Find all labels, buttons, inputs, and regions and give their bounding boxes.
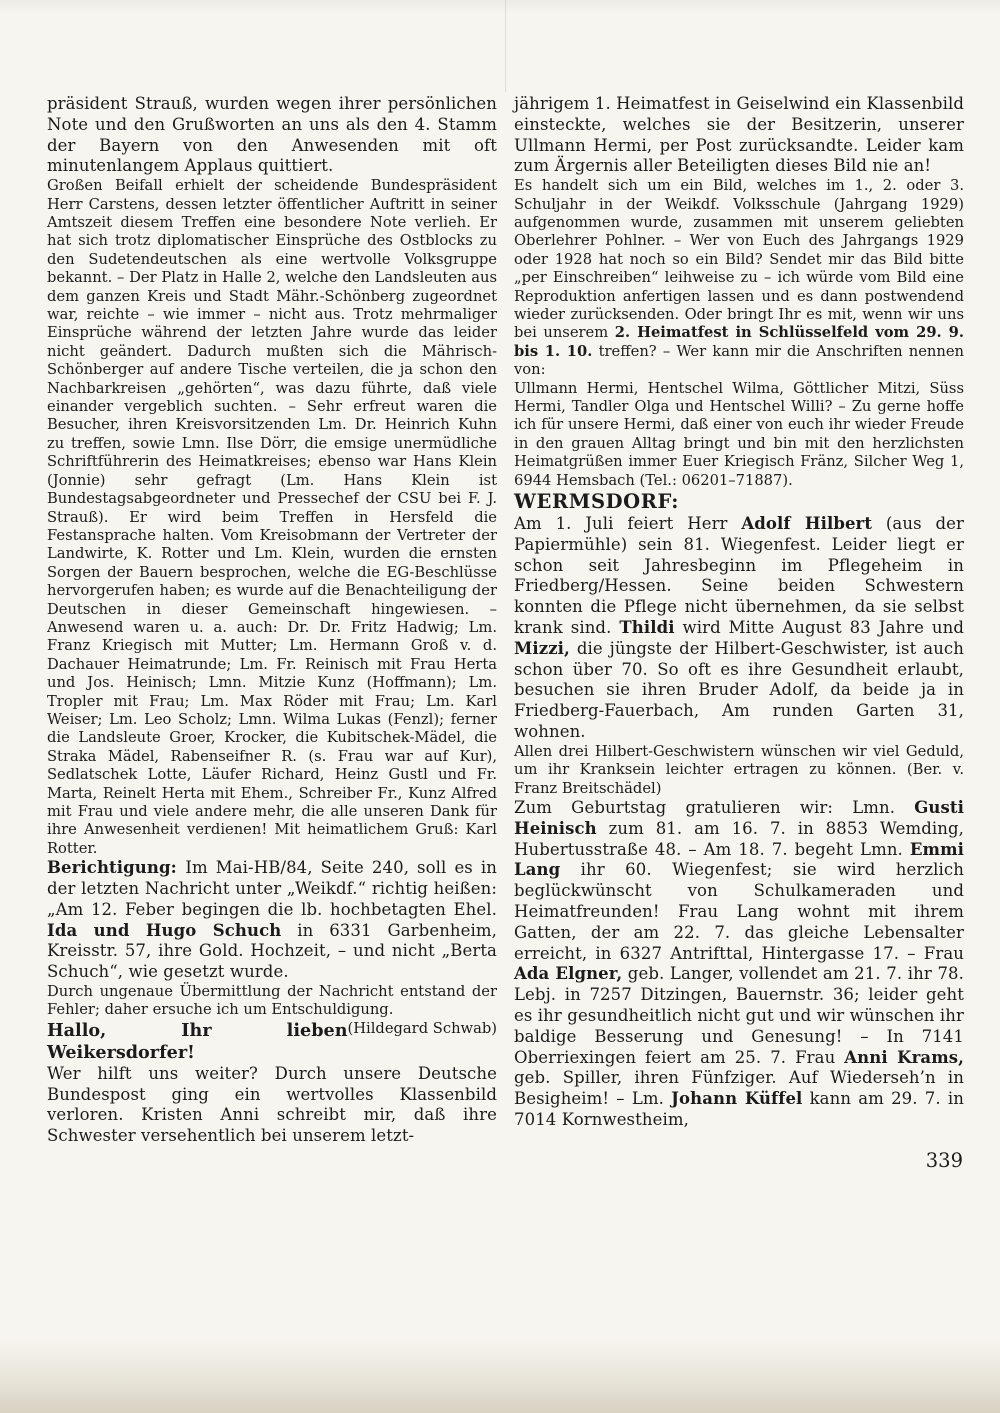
bold-run: Gusti Heinisch [514,798,964,838]
apology-text: Durch ungenaue Übermittlung der Nachricht entstand der Fehler; daher ersuche ich um Entschuldigung. [47,983,497,1019]
apology-attribution: (Hildegard Schwab) [347,1019,497,1037]
hilbert-birthday-paragraph [514,514,964,743]
bold-run: Adolf Hilbert [741,514,873,534]
text-run: ihr 60. Wiegenfest; sie wird herzlich beglückwünscht von Schulkameraden und Heimatfreunden! Frau Lang wohnt mit ihrem Gatten, der am 22. 7. das gleiche Lebensalter erreicht, in 6327 Antrifttal, Hintergasse 17. – Frau [514,860,964,963]
wermsdorf-heading: WERMSDORF: [514,490,680,514]
text-run: kann am 29. 7. in 7014 Kornwestheim, [514,1089,964,1130]
bold-run: Ada Elgner, [514,964,623,984]
correction-paragraph [47,858,497,983]
bold-run: Emmi Lang [514,839,964,880]
text-run: Im Mai-HB/84, Seite 240, soll es in der letzten Nachricht unter „Weikdf.“ richtig heißen: „Am 12. Feber begingen die lb. hochbetagten Ehel. [47,858,498,919]
text-run: zum 81. am 16. 7. in 8853 Wemding, Hubertusstraße 48. – Am 18. 7. begeht Lmn. [514,818,964,859]
bold-run: Berichtigung: [47,858,186,878]
text-run: geb. Spiller, ihren Fünfziger. Auf Wiederseh’n in Besigheim! – Lm. [514,1068,964,1109]
text-run: wird Mitte August 83 Jahre und [674,618,964,638]
text-run: treffen? – Wer kann mir die Anschriften nennen von: [514,342,964,379]
text-run: in 6331 Garbenheim, Kreisstr. 57, ihre Gold. Hochzeit, – und nicht „Berta Schuch“, wie gesetzt wurde. [47,920,497,982]
photo-request-paragraph [514,177,964,379]
text-run: Es handelt sich um ein Bild, welches im 1., 2. oder 3. Schuljahr in der Weikdf. Volksschule (Jahrgang 1929) aufgenommen wurde, zusammen mit unserem geliebten Oberlehrer Pohlner. – Wer von Euch des Jahrgangs 1929 oder 1928 hat noch so ein Bild? Sendet mir das Bild bitte „per Einschreiben“ leihweise zu – ich würde vom Bild eine Reproduktion anfertigen lassen und es dann postwendend wieder zurücksenden. Oder bringt Ihr es mit, wenn wir uns bei unserem [514,177,964,342]
page-fold-line [505,0,506,92]
bold-run: Johann Küffel [671,1089,803,1109]
addresses-paragraph: Ullmann Hermi, Hentschel Wilma, Göttlicher Mitzi, Süss Hermi, Tandler Olga und Hentschel Willi? – Zu gerne hoffe ich für unsere Hermi, daß einer von euch ihr wieder Freude in den grauen Alltag bringt und bin mit den herzlichsten Heimatgrüßen immer Euer Kriegisch Fränz, Silcher Weg 1, 6944 Hemsbach (Tel.: 06201–71887). [514,379,964,489]
left-column [47,94,497,1172]
right-column [514,94,964,1172]
weikersdorf-heading: Hallo, Ihr lieben Weikersdorfer! [47,1019,348,1063]
text-run: geb. Langer, vollendet am 21. 7. ihr 78. Lebj. in 7257 Ditzingen, Bauernstr. 36; leider geht es ihr gesundheitlich nicht gut und wir wünschen ihr baldige Besserung und Genesung! – In 7141 Oberriexingen feiert am 25. 7. Frau [514,964,964,1067]
bold-run: Ida und Hugo Schuch [47,920,282,940]
text-run: Am 1. Juli feiert Herr [514,514,742,534]
treffen-report-paragraph: Großen Beifall erhielt der scheidende Bundespräsident Herr Carstens, dessen letzter öffentlicher Auftritt in seiner Amtszeit diesem Treffen eine besondere Note verlieh. Er hat sich trotz diplomatischer Einsprüche des Ostblocks zu den Sudetendeutschen als eine wertvolle Volksgruppe bekannt. – Der Platz in Halle 2, welche den Landsleuten aus dem ganzen Kreis und Stadt Mähr.-Schönberg zugeordnet war, reichte – wie immer – nicht aus. Trotz mehrmaliger Einsprüche während der letzten Jahre wurde das leider nicht geändert. Dadurch mußten sich die Mährisch-Schönberger auf andere Tische verteilen, die ja schon den Nachbarkreisen „gehörten“, was dazu führte, daß viele einander vergeblich suchten. – Sehr erfreut waren die Besucher, ihren Kreisvorsitzenden Lm. Dr. Heinrich Kuhn zu treffen, sowie Lmn. Ilse Dörr, die emsige unermüdliche Schriftführerin des Heimatkreises; ebenso war Hans Klein (Jonnie) sehr gefragt (Lm. Hans Klein ist Bundestagsabgeordneter und Pressechef der CSU bei F. J. Strauß). Er wird beim Treffen in Hersfeld die Festansprache halten. Vom Kreisobmann der Vertreter der Landwirte, K. Rotter und Lm. Klein, wurden die ernsten Sorgen der Bauern besprochen, welche die EG-Beschlüsse hervorgerufen haben; es wurde auf die Benachteiligung der Deutschen in dieser Gemeinschaft hingewiesen. – Anwesend waren u. a. auch: Dr. Dr. Fritz Hadwig; Lm. Franz Kriegisch mit Mutter; Lm. Hermann Groß v. d. Dachauer Heimatrunde; Lm. Fr. Reinisch mit Frau Herta und Jos. Heinisch; Lmn. Mitzie Kunz (Hoffmann); Lm. Tropler mit Frau; Lm. Max Röder mit Frau; Lm. Karl Weiser; Lm. Leo Scholz; Lmn. Wilma Lukas (Fenzl); ferner die Landsleute Groer, Krocker, die Kubitschek-Mädel, die Straka Mädel, Rabenseifner R. (s. Frau war auf Kur), Sedlatschek Lotte, Läufer Richard, Heinz Gustl und Fr. Marta, Reinelt Herta mit Ehem., Schreiber Fr., Kunz Alfred mit Frau und viele andere mehr, die alle unseren Dank für ihre Anwesenheit verdienen! Mit heimatlichem Gruß: Karl Rotter. [47,177,497,857]
continuation-paragraph: präsident Strauß, wurden wegen ihrer persönlichen Note und den Grußworten an uns als den 4. Stamm der Bayern von den Anwesenden mit oft minutenlangem Applaus quittiert. [47,94,497,176]
continuation-paragraph-right: jährigem 1. Heimatfest in Geiselwind ein Klassenbild einsteckte, welches sie der Besitzerin, unserer Ullmann Hermi, per Post zurücksandte. Leider kam zum Ärgernis aller Beteiligten dieses Bild nie an! [514,94,964,176]
page-content [47,94,963,1172]
birthday-greetings-paragraph [514,798,964,1131]
text-run: (aus der Papiermühle) sein 81. Wiegenfest. Leider liegt er schon seit Jahresbeginn im Pflegeheim in Friedberg/Hessen. Seine beiden Schwestern konnten die Pflege nicht übernehmen, da sie selbst krank sind. [514,514,965,638]
hilbert-note-paragraph: Allen drei Hilbert-Geschwistern wünschen wir viel Geduld, um ihr Kranksein leichter ertragen zu können. (Ber. v. Franz Breitschädel) [514,742,964,797]
bold-run: Thildi [619,618,675,638]
bold-run: Mizzi, [514,638,570,658]
text-run: die jüngste der Hilbert-Geschwister, ist auch schon über 70. So oft es ihre Gesundheit erlaubt, besuchen sie ihren Bruder Adolf, da beide ja in Friedberg-Fauerbach, Am runden Garten 31, wohnen. [514,638,964,742]
bold-run: Anni Krams, [844,1047,964,1067]
page-number: 339 [925,1148,963,1172]
bold-run: 2. Heimatfest in Schlüsselfeld vom 29. 9. bis 1. 10. [514,324,964,360]
two-column-layout [47,94,963,1172]
weikersdorf-paragraph: Wer hilft uns weiter? Durch unsere Deutsche Bundespost ging ein wertvolles Klassenbild verloren. Kristen Anni schreibt mir, daß ihre Schwester versehentlich bei unserem letzt- [47,1063,497,1146]
text-run: Zum Geburtstag gratulieren wir: Lmn. [514,798,915,818]
apology-paragraph [47,983,497,1037]
